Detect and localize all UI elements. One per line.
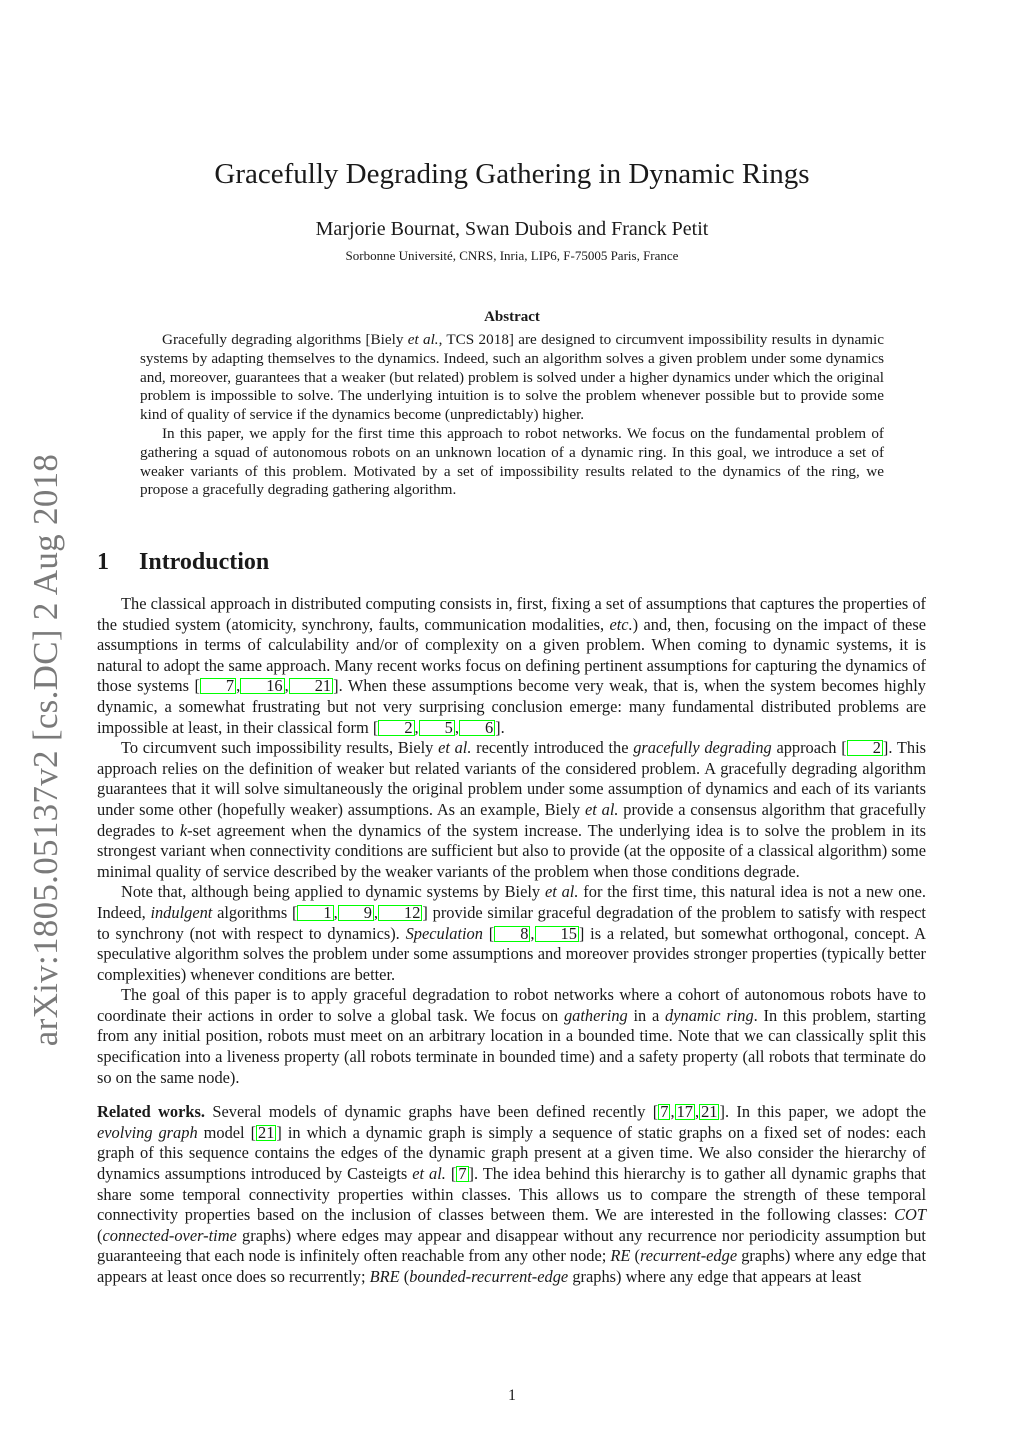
abstract-paragraph: Gracefully degrading algorithms [Biely et al., TCS 2018] are designed to circumvent impossibility results in dynamic systems by adapting themselves to the dynamics. Indeed, such an algorithm solves a given problem under some dynamics and, moreover, guarantees that a weaker (but related) problem is solved under a higher dynamics under which the original problem is impossible to solve. The underlying intuition is to solve the problem whenever possible but to provide some kind of quality of service if the dynamics become (unpredictably) higher. <box>140 331 884 424</box>
abstract <box>140 331 884 500</box>
abstract-paragraph: In this paper, we apply for the first time this approach to robot networks. We focus on the fundamental problem of gathering a squad of autonomous robots on an unknown location of a dynamic ring. In this goal, we introduce a set of weaker variants of this problem. Motivated by a set of impossibility results related to the dynamics of the ring, we propose a gracefully degrading gathering algorithm. <box>140 424 884 499</box>
section-title: Introduction <box>139 549 270 575</box>
section-number: 1 <box>97 549 109 575</box>
citation-link[interactable]: 15 <box>535 926 579 942</box>
citation-link[interactable]: 9 <box>338 905 374 921</box>
intro-body <box>97 594 926 1288</box>
citation-link[interactable]: 6 <box>459 720 495 736</box>
body-paragraph: The goal of this paper is to apply graceful degradation to robot networks where a cohort of autonomous robots have to coordinate their actions in order to solve a global task. We focus on gathering in a dynamic ring. In this problem, starting from any initial position, robots must meet on an arbitrary location in a bounded time. Note that we can classically split this specification into a liveness property (all robots terminate in bounded time) and a safety property (all robots that terminate do so on the same node). <box>97 985 926 1087</box>
paper-authors: Marjorie Bournat, Swan Dubois and Franck Petit <box>315 218 709 240</box>
related-works-paragraph: Related works. Several models of dynamic graphs have been defined recently [ 7 , 17 , 21 ]. In this paper, we adopt the evolving graph model [ 21 ] in which a dynamic graph is simply a sequence of static graphs on a fixed set of nodes: each graph of this sequence contains the edges of the dynamic graph present at a given time. We also consider the hierarchy of dynamics assumptions introduced by Casteigts et al. [ 7 ]. The idea behind this hierarchy is to gather all dynamic graphs that share some temporal connectivity properties within classes. This allows us to compare the strength of these temporal connectivity properties based on the inclusion of classes between them. We are interested in the following classes: COT (connected-over-time graphs) where edges may appear and disappear without any recurrence nor periodicity assumption but guaranteeing that each node is infinitely often reachable from any other node; RE (recurrent-edge graphs) where any edge that appears at least once does so recurrently; BRE (bounded-recurrent-edge graphs) where any edge that appears at least <box>97 1102 926 1286</box>
paper-affiliation: Sorbonne Université, CNRS, Inria, LIP6, F-75005 Paris, France <box>345 248 679 263</box>
citation-link[interactable]: 21 <box>701 1102 718 1122</box>
body-paragraph: The classical approach in distributed computing consists in, first, fixing a set of assumptions that captures the properties of the studied system (atomicity, synchrony, faults, communication modalities, etc.) and, then, focusing on the impact of these assumptions in terms of calculability and/or of complexity on a given problem. When coming to dynamic systems, it is natural to adopt the same approach. Many recent works focus on defining pertinent assumptions for capturing the dynamics of those systems [ 7 , 16 , 21 ]. When these assumptions become very weak, that is, when the system becomes highly dynamic, a somewhat frustrating but not very surprising conclusion emerge: many fundamental distributed problems are impossible at least, in their classical form [ 2 , 5 , 6 ]. <box>97 594 926 737</box>
citation-link[interactable]: 21 <box>258 1122 275 1142</box>
citation-link[interactable]: 8 <box>494 926 530 942</box>
citation-link[interactable]: 7 <box>660 1102 669 1122</box>
citation-link[interactable]: 5 <box>419 720 455 736</box>
citation-link[interactable]: 2 <box>378 720 414 736</box>
citation-link[interactable]: 1 <box>297 905 333 921</box>
arxiv-stamp <box>18 450 74 1050</box>
section-heading <box>97 549 697 576</box>
citation-link[interactable]: 21 <box>289 678 333 694</box>
arxiv-id: arXiv:1805.05137v2 [cs.DC] 2 Aug 2018 <box>26 453 65 1047</box>
citation-link[interactable]: 2 <box>847 740 883 756</box>
citation-link[interactable]: 16 <box>240 678 284 694</box>
citation-link[interactable]: 12 <box>378 905 422 921</box>
paragraph-heading: Related works. <box>97 1102 205 1122</box>
citation-link[interactable]: 17 <box>676 1102 693 1122</box>
citation-link[interactable]: 7 <box>200 678 236 694</box>
citation-link[interactable]: 7 <box>458 1164 467 1184</box>
body-paragraph: To circumvent such impossibility results, Biely et al. recently introduced the gracefully degrading approach [ 2 ]. This approach relies on the definition of weaker but related variants of the considered problem. A gracefully degrading algorithm guarantees that it will solve simultaneously the original problem under some assumption of dynamics and each of its variants under some other (hopefully weaker) assumptions. As an example, Biely et al. provide a consensus algorithm that gracefully degrades to k-set agreement when the dynamics of the system increase. The underlying idea is to solve the problem in its strongest variant when connectivity conditions are sufficient but also to provide (at the opposite of a classical algorithm) some minimal quality of service described by the weaker variants of the problem when those conditions degrade. <box>97 738 927 881</box>
page-number: 1 <box>508 1387 516 1404</box>
body-paragraph: Note that, although being applied to dynamic systems by Biely et al. for the first time, this natural idea is not a new one. Indeed, indulgent algorithms [ 1 , 9 , 12 ] provide similar graceful degradation of the problem to satisfy with respect to synchrony (not with respect to dynamics). Speculation [ 8 , 15 ] is a related, but somewhat orthogonal, concept. A speculative algorithm solves the problem under some assumptions and moreover provides stronger properties (typically better complexities) whenever conditions are better. <box>97 882 927 984</box>
abstract-heading: Abstract <box>484 309 540 325</box>
paper-title: Gracefully Degrading Gathering in Dynamic Rings <box>214 158 810 190</box>
